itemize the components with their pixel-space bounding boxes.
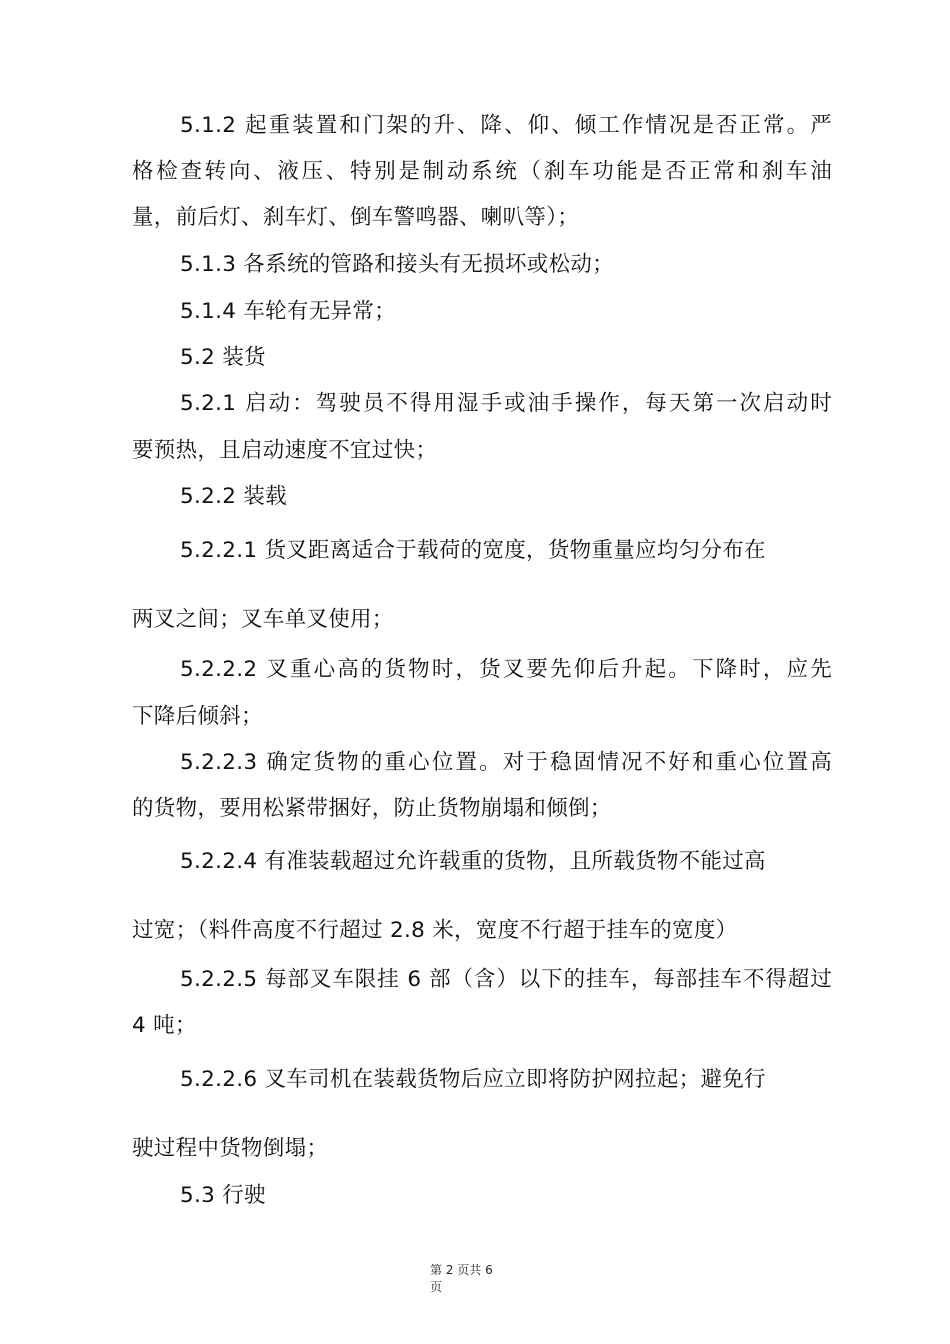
paragraph-line: 5.1.4 车轮有无异常；	[180, 299, 396, 324]
paragraph-line: 5.2.2.6 叉车司机在装载货物后应立即将防护网拉起；避免行	[180, 1067, 766, 1092]
page-number: 第 2 页共 6	[430, 1263, 493, 1277]
paragraph-line: 5.2.2.4 有准装载超过允许载重的货物，且所载货物不能过高	[180, 849, 766, 874]
section-heading: 5.2 装货	[180, 345, 266, 370]
page-number-continued: 页	[430, 1280, 443, 1294]
paragraph-line: 5.2.2.3 确定货物的重心位置。对于稳固情况不好和重心位置高	[180, 750, 832, 775]
paragraph-line: 的货物，要用松紧带捆好，防止货物崩塌和倾倒；	[132, 796, 612, 821]
paragraph-line: 下降后倾斜；	[132, 704, 263, 729]
paragraph-line: 5.2.2.1 货叉距离适合于载荷的宽度，货物重量应均匀分布在	[180, 538, 766, 563]
paragraph-line: 5.2.2.2 叉重心高的货物时，货叉要先仰后升起。下降时，应先	[180, 657, 832, 682]
paragraph-line: 格检查转向、液压、特别是制动系统（刹车功能是否正常和刹车油	[132, 159, 832, 184]
paragraph-line: 5.1.3 各系统的管路和接头有无损坏或松动；	[180, 252, 614, 277]
paragraph-line: 5.2.1 启动：驾驶员不得用湿手或油手操作，每天第一次启动时	[180, 391, 832, 416]
section-heading: 5.3 行驶	[180, 1183, 266, 1208]
paragraph-line: 过宽；（料件高度不行超过 2.8 米，宽度不行超于挂车的宽度）	[132, 918, 738, 943]
paragraph-line: 5.2.2.5 每部叉车限挂 6 部（含）以下的挂车，每部挂车不得超过	[180, 967, 832, 992]
paragraph-line: 要预热，且启动速度不宜过快；	[132, 438, 438, 463]
paragraph-line: 量，前后灯、刹车灯、倒车警鸣器、喇叭等）；	[132, 205, 580, 230]
paragraph-line: 两叉之间；叉车单叉使用；	[132, 607, 394, 632]
paragraph-line: 驶过程中货物倒塌；	[132, 1136, 329, 1161]
section-heading: 5.2.2 装载	[180, 484, 287, 509]
paragraph-line: 5.1.2 起重装置和门架的升、降、仰、倾工作情况是否正常。严	[180, 113, 832, 138]
paragraph-line: 4 吨；	[132, 1013, 197, 1038]
